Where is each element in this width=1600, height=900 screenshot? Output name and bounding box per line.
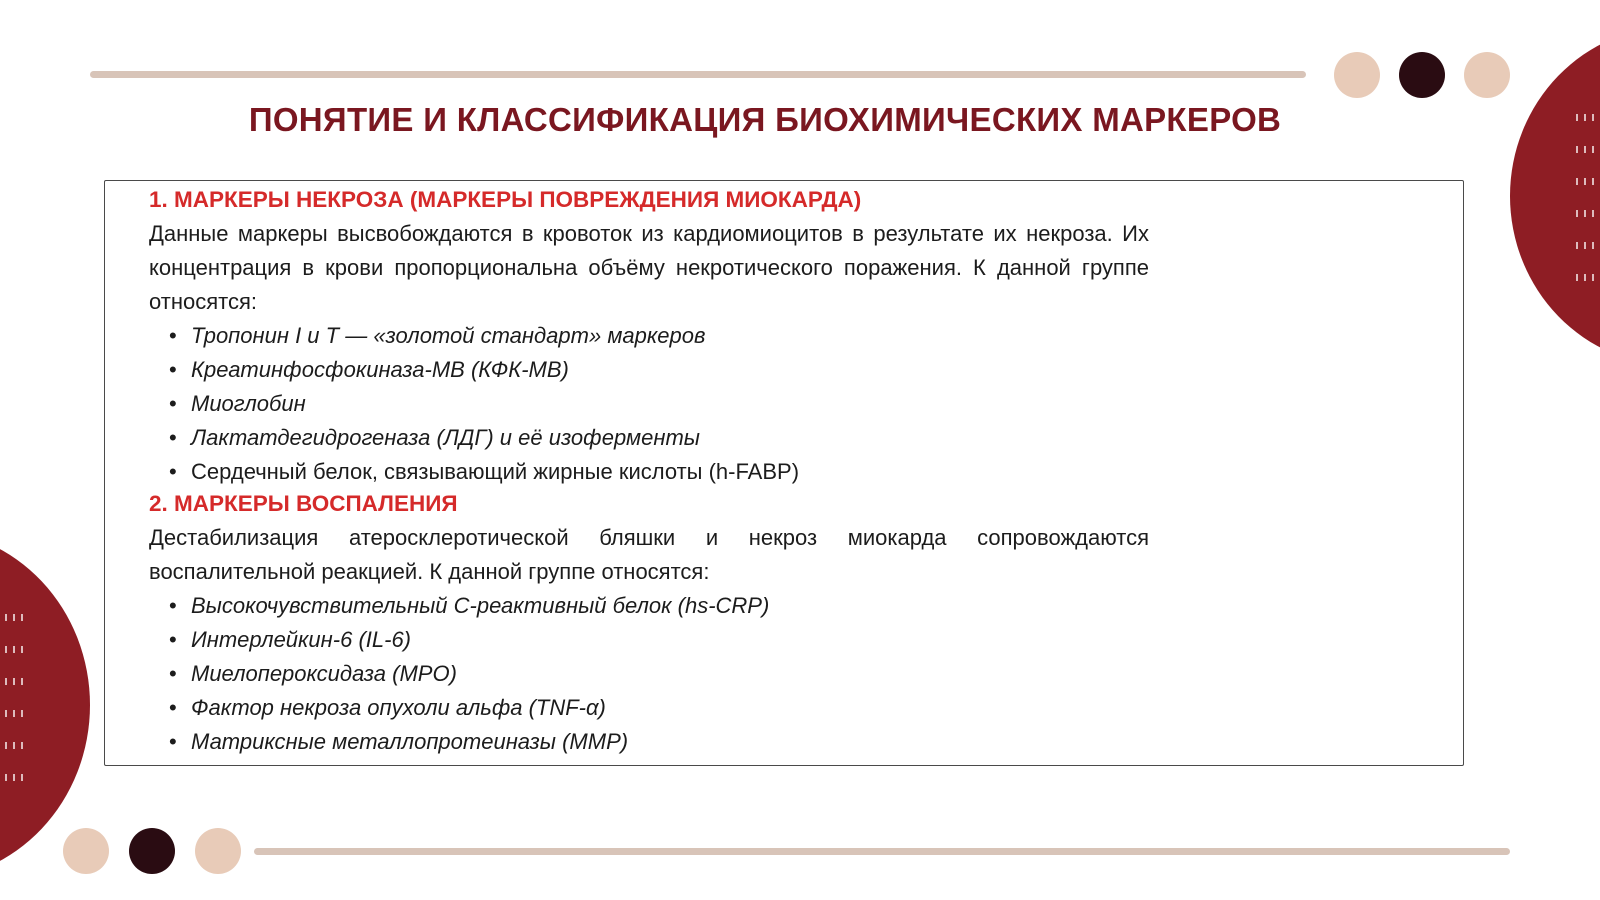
bullet-icon: • [169, 391, 177, 416]
list-item-text: Фактор некроза опухоли альфа (TNF-α) [191, 695, 606, 720]
bullet-icon: • [169, 357, 177, 382]
bullet-list [149, 589, 1149, 759]
top-dark-dot [1399, 52, 1445, 98]
top-light-dot-2 [1464, 52, 1510, 98]
section-heading: 2. МАРКЕРЫ ВОСПАЛЕНИЯ [149, 491, 458, 516]
section-necrosis-markers [149, 183, 1149, 489]
bullet-icon: • [169, 729, 177, 754]
bottom-dark-dot [129, 828, 175, 874]
list-item [169, 725, 1149, 759]
section-description: Дестабилизация атеросклеротической бляшки и некроз миокарда сопровождаются воспалительной реакцией. К данной группе относятся: [149, 525, 1149, 584]
slide-title: ПОНЯТИЕ И КЛАССИФИКАЦИЯ БИОХИМИЧЕСКИХ МАРКЕРОВ [248, 101, 1282, 138]
bullet-icon: • [169, 323, 177, 348]
list-item-text: Сердечный белок, связывающий жирные кислоты (h-FABP) [191, 459, 800, 484]
list-item-text: Лактатдегидрогеназа (ЛДГ) и её изоферменты [191, 425, 700, 450]
top-light-dot-1 [1334, 52, 1380, 98]
bullet-list [149, 319, 1149, 489]
bullet-icon: • [169, 661, 177, 686]
list-item-text: Интерлейкин-6 (IL-6) [191, 627, 411, 652]
section-heading: 1. МАРКЕРЫ НЕКРОЗА (МАРКЕРЫ ПОВРЕЖДЕНИЯ МИОКАРДА) [149, 187, 862, 212]
list-item [169, 623, 1149, 657]
bottom-light-dot-2 [195, 828, 241, 874]
list-item [169, 589, 1149, 623]
top-decorative-line [90, 71, 1306, 78]
section-inflammation-markers [149, 487, 1149, 759]
list-item-text: Матриксные металлопротеиназы (MMP) [191, 729, 629, 754]
bullet-icon: • [169, 459, 177, 484]
list-item [169, 455, 1149, 489]
list-item [169, 319, 1149, 353]
top-right-dash-pattern [1576, 114, 1600, 306]
bottom-light-dot-1 [63, 828, 109, 874]
bullet-icon: • [169, 695, 177, 720]
section-description: Данные маркеры высвобождаются в кровоток из кардиомиоцитов в результате их некроза. Их концентрация в крови пропорциональна объёму некротического поражения. К данной группе относятся: [149, 221, 1149, 314]
bottom-decorative-line [254, 848, 1510, 855]
list-item [169, 657, 1149, 691]
list-item-text: Миоглобин [191, 391, 306, 416]
list-item-text: Высокочувствительный С-реактивный белок (hs-CRP) [191, 593, 770, 618]
bullet-icon: • [169, 425, 177, 450]
list-item-text: Креатинфосфокиназа-МВ (КФК-МВ) [191, 357, 569, 382]
list-item-text: Тропонин I и T — «золотой стандарт» маркеров [191, 323, 706, 348]
list-item [169, 421, 1149, 455]
list-item [169, 387, 1149, 421]
list-item [169, 691, 1149, 725]
bullet-icon: • [169, 627, 177, 652]
bullet-icon: • [169, 593, 177, 618]
list-item-text: Миелопероксидаза (MPO) [191, 661, 457, 686]
bottom-left-dash-pattern [5, 614, 35, 806]
content-box [104, 180, 1464, 766]
list-item [169, 353, 1149, 387]
